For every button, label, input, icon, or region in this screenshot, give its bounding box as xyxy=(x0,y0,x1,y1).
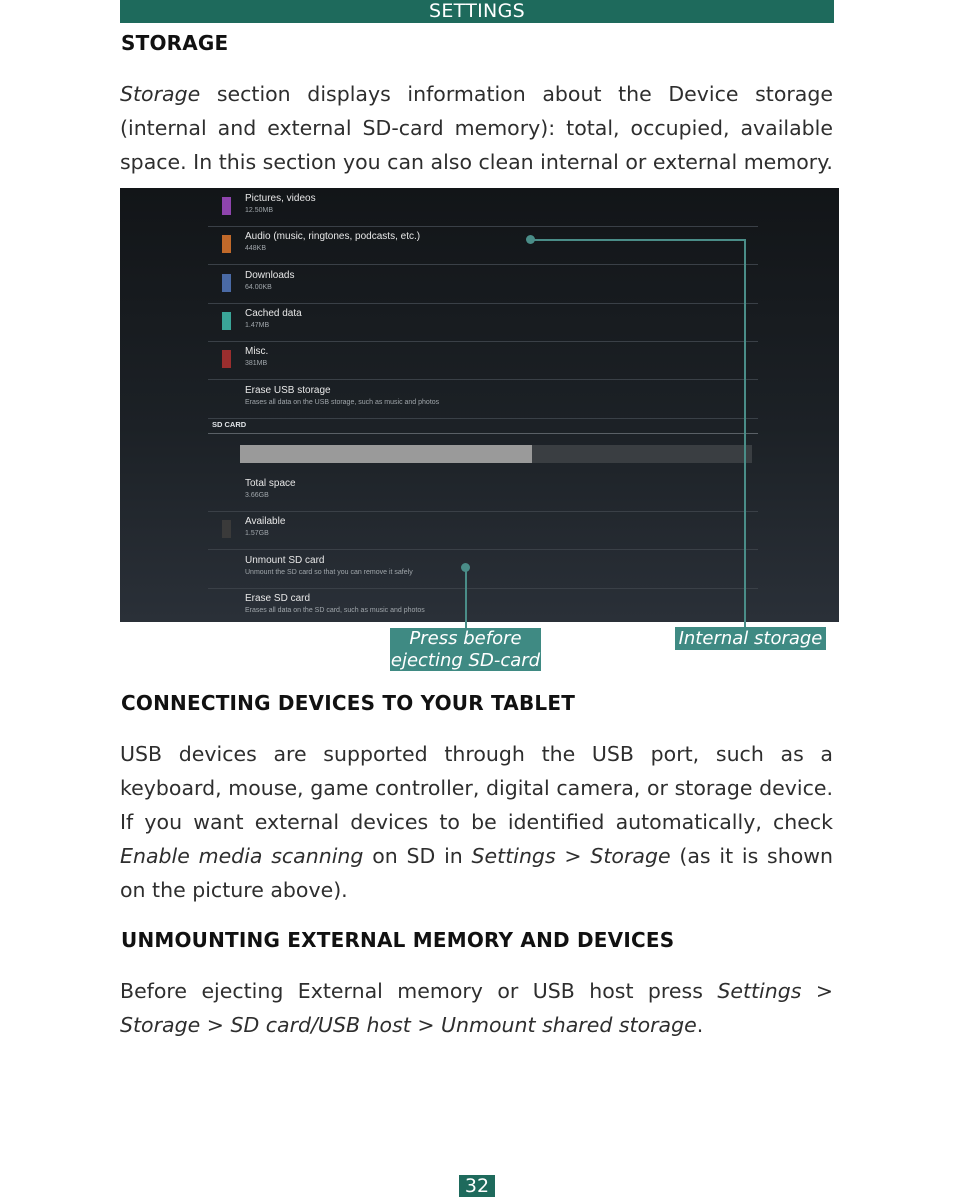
color-swatch xyxy=(222,235,231,253)
row-subtitle: Unmount the SD card so that you can remove it safely xyxy=(245,568,413,576)
row-subtitle: 448KB xyxy=(245,245,267,253)
color-swatch xyxy=(222,197,231,215)
sd-card-divider xyxy=(208,433,758,434)
storage-intro-text: section displays information about the Device storage (internal and external SD-card memory): total, occupied, available space. In this section you can also clean internal or external memory. xyxy=(120,82,833,174)
storage-row[interactable] xyxy=(208,226,758,265)
storage-row[interactable] xyxy=(208,303,758,342)
sd-card-label: SD CARD xyxy=(212,420,247,429)
connecting-paragraph xyxy=(120,737,833,907)
row-subtitle: Erases all data on the USB storage, such as music and photos xyxy=(245,398,440,406)
row-subtitle: 381MB xyxy=(245,360,268,368)
unmounting-text-2: . xyxy=(696,1013,704,1037)
color-swatch xyxy=(222,274,231,292)
storage-row[interactable] xyxy=(208,380,758,419)
storage-heading: STORAGE xyxy=(121,31,229,55)
row-title: Erase USB storage xyxy=(245,384,331,396)
storage-row[interactable] xyxy=(208,588,758,622)
row-title: Erase SD card xyxy=(245,592,311,604)
row-title: Total space xyxy=(245,478,296,489)
row-title: Cached data xyxy=(245,307,302,319)
row-title: Available xyxy=(245,516,286,528)
gt-4: > xyxy=(410,1013,442,1037)
connecting-text-3: (as it is shown on the picture above). xyxy=(120,844,834,902)
unmount-shared-storage-em: Unmount shared storage xyxy=(441,1013,697,1037)
row-subtitle: 12.50MB xyxy=(245,207,274,214)
storage-em-3: Storage xyxy=(120,1013,201,1037)
internal-storage-line-v xyxy=(744,239,746,628)
settings-em-2: Settings xyxy=(717,979,802,1003)
unmount-callout-line2: ejecting SD-card xyxy=(390,650,541,671)
row-title: Misc. xyxy=(245,346,269,358)
row-subtitle: 64.00KB xyxy=(245,283,272,291)
color-swatch xyxy=(222,312,231,330)
connecting-text-1: USB devices are supported through the USB port, such as a keyboard, mouse, game controller, digital camera, or storage device. If you want external devices to be identified automatically, check xyxy=(120,742,833,834)
unmount-line xyxy=(465,568,467,629)
row-title: Unmount SD card xyxy=(245,554,325,566)
unmounting-text-1: Before ejecting External memory or USB host press xyxy=(120,979,718,1003)
storage-row[interactable] xyxy=(208,550,758,589)
sd-usage-fill xyxy=(240,445,532,463)
storage-intro xyxy=(120,77,833,179)
storage-row[interactable] xyxy=(208,511,758,550)
storage-em: Storage xyxy=(120,82,201,106)
row-title: Audio (music, ringtones, podcasts, etc.) xyxy=(245,231,421,243)
unmounting-heading: UNMOUNTING EXTERNAL MEMORY AND DEVICES xyxy=(121,928,675,952)
gt-3: > xyxy=(200,1013,231,1037)
storage-row[interactable] xyxy=(208,265,758,304)
settings-em: Settings xyxy=(471,844,556,868)
color-swatch xyxy=(222,350,231,368)
connecting-heading: CONNECTING DEVICES TO YOUR TABLET xyxy=(121,691,576,715)
connecting-text-2: on SD in xyxy=(363,844,472,868)
row-title: Pictures, videos xyxy=(245,193,316,204)
row-subtitle: 3.66GB xyxy=(245,492,269,499)
row-subtitle: Erases all data on the SD card, such as music and photos xyxy=(245,606,425,614)
row-title: Downloads xyxy=(245,269,295,281)
internal-storage-line-h xyxy=(531,239,745,241)
section-header: SETTINGS xyxy=(120,0,834,23)
sd-usage-bar xyxy=(240,445,752,463)
color-swatch xyxy=(222,520,231,538)
storage-screenshot xyxy=(120,188,839,622)
enable-media-scanning-em: Enable media scanning xyxy=(120,844,364,868)
storage-row[interactable] xyxy=(208,341,758,380)
gt-2: > xyxy=(801,979,834,1003)
sd-card-usb-host-em: SD card/USB host xyxy=(230,1013,411,1037)
unmount-callout xyxy=(390,628,541,671)
unmount-callout-line1: Press before xyxy=(409,628,522,649)
unmounting-paragraph xyxy=(120,974,833,1042)
row-subtitle: 1.57GB xyxy=(245,530,269,538)
storage-row[interactable] xyxy=(208,188,758,227)
storage-row[interactable] xyxy=(208,473,758,512)
page-number: 32 xyxy=(459,1175,495,1197)
storage-em-2: Storage xyxy=(590,844,671,868)
row-subtitle: 1.47MB xyxy=(245,321,270,329)
gt-1: > xyxy=(555,844,591,868)
internal-storage-callout: Internal storage xyxy=(675,627,826,650)
